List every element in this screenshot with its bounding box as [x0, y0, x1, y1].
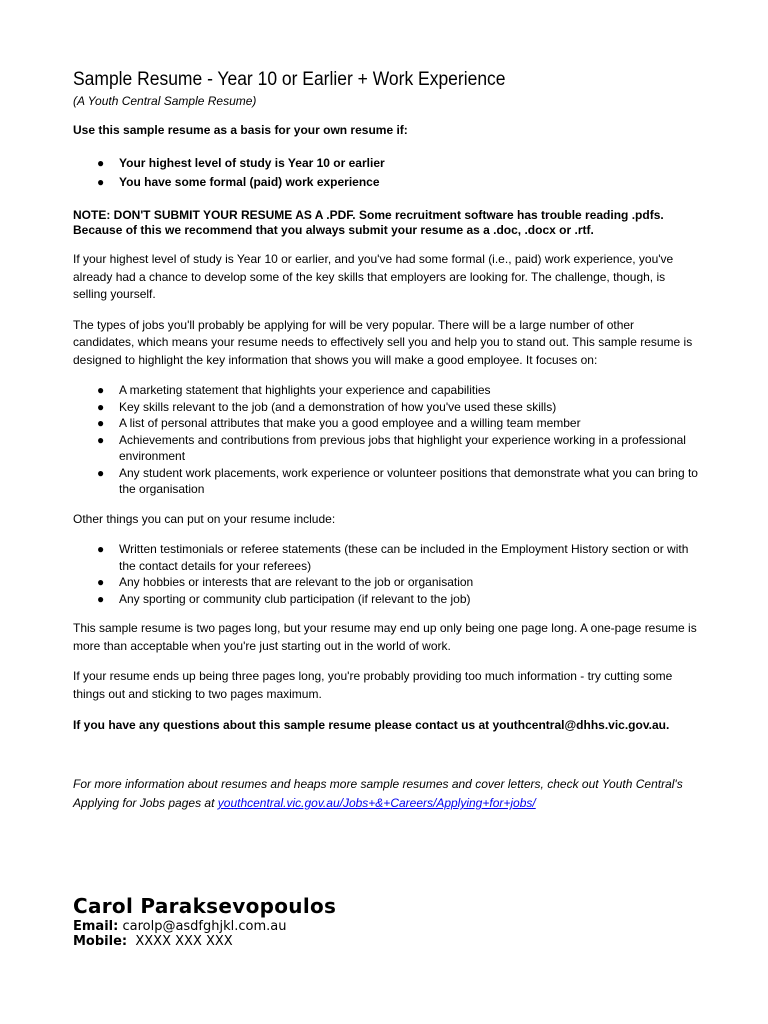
email-value: carolp@asdfghjkl.com.au: [122, 919, 287, 934]
list-item-text: A marketing statement that highlights your experience and capabilities: [119, 383, 491, 397]
list-item: [73, 154, 698, 173]
list-item-text: Written testimonials or referee statements (these can be included in the Employment History section or with the contact details for your referees): [119, 542, 689, 573]
email-row: [73, 919, 698, 934]
guidance-section: [73, 68, 698, 813]
list-item: [73, 399, 698, 416]
bullet-icon: ●: [97, 383, 105, 397]
note-line: NOTE: DON'T SUBMIT YOUR RESUME AS A .PDF. Some recruitment software has trouble reading .pdfs.: [73, 208, 664, 222]
email-label: Email:: [73, 919, 119, 934]
more-info-paragraph: [73, 775, 698, 813]
criteria-list: [73, 154, 698, 192]
bullet-icon: ●: [97, 156, 105, 170]
paragraph: If your resume ends up being three pages long, you're probably providing too much information - try cutting some things out and sticking to two pages maximum.: [73, 669, 673, 701]
paragraph: Other things you can put on your resume include:: [73, 511, 336, 526]
list-item-text: You have some formal (paid) work experience: [119, 175, 380, 189]
list-item-text: Achievements and contributions from previous jobs that highlight your experience working in a professional environment: [119, 432, 686, 463]
focus-list: [73, 382, 698, 498]
list-item-text: Any hobbies or interests that are relevant to the job or organisation: [119, 575, 474, 589]
paragraph: This sample resume is two pages long, but your resume may end up only being one page long. A one-page resume is more than acceptable when you're just starting out in the world of work.: [73, 621, 697, 653]
bullet-icon: ●: [97, 591, 105, 606]
document-subtitle: (A Youth Central Sample Resume): [73, 94, 257, 108]
list-item: [73, 591, 698, 608]
list-item: [73, 432, 698, 465]
list-item-text: Any sporting or community club participation (if relevant to the job): [119, 591, 471, 606]
intro-statement: Use this sample resume as a basis for your own resume if:: [73, 123, 408, 137]
paragraph: The types of jobs you'll probably be applying for will be very popular. There will be a large number of other candidates, which means your resume needs to effectively sell you and help you to stand out. This sample resume is designed to highlight the key information that shows you will make a good employee. It focuses on:: [73, 317, 693, 367]
document-title: Sample Resume - Year 10 or Earlier + Work Experience: [73, 69, 506, 90]
pdf-warning-note: [73, 208, 698, 238]
list-item: [73, 382, 698, 399]
bullet-icon: ●: [97, 575, 105, 589]
bullet-icon: ●: [97, 399, 105, 414]
list-item-text: Key skills relevant to the job (and a demonstration of how you've used these skills): [119, 399, 557, 414]
other-things-list: [73, 541, 698, 607]
list-item: [73, 173, 698, 192]
list-item: [73, 574, 698, 591]
more-info-text: For more information about resumes and heaps more sample resumes and cover letters, check out Youth Central's Applying for Jobs pages at: [73, 777, 683, 810]
list-item-text: Your highest level of study is Year 10 or earlier: [119, 156, 385, 170]
list-item: [73, 465, 698, 498]
mobile-label: Mobile:: [73, 934, 128, 949]
bullet-icon: ●: [97, 416, 105, 430]
list-item-text: Any student work placements, work experience or volunteer positions that demonstrate what you can bring to the organisation: [119, 465, 698, 496]
list-item-text: A list of personal attributes that make you a good employee and a willing team member: [119, 416, 581, 430]
resume-header: [73, 893, 698, 949]
mobile-row: [73, 934, 698, 949]
note-line: Because of this we recommend that you always submit your resume as a .doc, .docx or .rtf.: [73, 223, 594, 237]
bullet-icon: ●: [97, 542, 105, 556]
list-item: [73, 541, 698, 574]
contact-statement: If you have any questions about this sample resume please contact us at youthcentral@dhhs.vic.gov.au.: [73, 718, 670, 732]
mobile-value: XXXX XXX XXX: [135, 934, 233, 949]
paragraph: If your highest level of study is Year 10 or earlier, and you've had some formal (i.e., paid) work experience, you've already had a chance to develop some of the key skills that employers are looking for. The challenge, though, is selling yourself.: [73, 252, 674, 301]
bullet-icon: ●: [97, 432, 105, 447]
youth-central-link[interactable]: youthcentral.vic.gov.au/Jobs+&+Careers/Applying+for+jobs/: [217, 796, 536, 810]
list-item: [73, 415, 698, 432]
bullet-icon: ●: [97, 465, 105, 480]
bullet-icon: ●: [97, 175, 105, 189]
candidate-name: Carol Paraksevopoulos: [73, 894, 337, 918]
